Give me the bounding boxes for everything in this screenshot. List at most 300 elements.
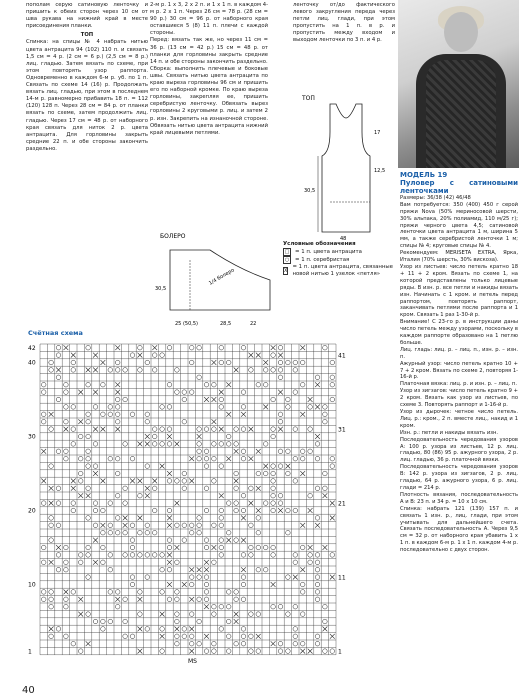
chart-circle-mark: [219, 627, 224, 632]
chart-circle-mark: [286, 575, 291, 580]
chart-circle-mark: [271, 368, 276, 373]
chart-circle-mark: [315, 641, 320, 646]
recommendation: Рекомендуем: MERISETA EXTRA, Ярка, Италия (70% шерсть, 30% вискоза).: [400, 250, 518, 264]
chart-circle-mark: [41, 597, 46, 602]
chart-circle-mark: [308, 449, 313, 454]
chart-circle-mark: [293, 479, 298, 484]
chart-circle-mark: [130, 523, 135, 528]
chart-circle-mark: [64, 604, 69, 609]
chart-circle-mark: [49, 427, 54, 432]
chart-circle-mark: [197, 641, 202, 646]
intro-paragraph: пополам серую сатиновую ленточку и пришить к обеих сторон через 10 см от шва рукава на нижний край в месте присоединения планки.: [26, 2, 148, 30]
svg-text:28,5: 28,5: [220, 321, 232, 327]
svg-text:30,5: 30,5: [155, 286, 167, 292]
chart-circle-mark: [197, 456, 202, 461]
chart-circle-mark: [308, 553, 313, 558]
chart-circle-mark: [167, 508, 172, 513]
chart-circle-mark: [197, 449, 202, 454]
chart-circle-mark: [108, 412, 113, 417]
chart-circle-mark: [204, 382, 209, 387]
chart-circle-mark: [49, 597, 54, 602]
chart-circle-mark: [286, 612, 291, 617]
chart-circle-mark: [138, 553, 143, 558]
chart-circle-mark: [86, 456, 91, 461]
chart-circle-mark: [115, 412, 120, 417]
chart-circle-mark: [189, 390, 194, 395]
chart-circle-mark: [152, 434, 157, 439]
chart-circle-mark: [160, 427, 165, 432]
chart-circle-mark: [115, 471, 120, 476]
model-description: [400, 172, 518, 554]
chart-circle-mark: [115, 368, 120, 373]
chart-circle-mark: [56, 567, 61, 572]
chart-circle-mark: [226, 590, 231, 595]
chart-circle-mark: [175, 634, 180, 639]
chart-circle-mark: [204, 649, 209, 654]
chart-circle-mark: [145, 575, 150, 580]
svg-text:1/4 болеро: 1/4 болеро: [208, 267, 236, 287]
chart-circle-mark: [49, 360, 54, 365]
chart-circle-mark: [315, 486, 320, 491]
chart-circle-mark: [182, 486, 187, 491]
chart-circle-mark: [249, 634, 254, 639]
chart-circle-mark: [204, 538, 209, 543]
chart-circle-mark: [204, 449, 209, 454]
chart-title: Счётная схема: [28, 329, 83, 337]
chart-circle-mark: [49, 604, 54, 609]
chart-circle-mark: [256, 545, 261, 550]
chart-circle-mark: [108, 567, 113, 572]
svg-text:17: 17: [374, 130, 381, 136]
chart-circle-mark: [293, 553, 298, 558]
chart-circle-mark: [189, 612, 194, 617]
chart-row-label: 11: [338, 574, 346, 582]
chart-circle-mark: [315, 456, 320, 461]
chart-circle-mark: [101, 627, 106, 632]
materials: Вам потребуется: 350 (400) 450 г серой пряжи Nova (50% мериносовой шерсти, 30% альпака, 20% полиамид, 110 м/25 г); пряжи черного цвета 4,5; сатиновой ленточки цвета антрацита 1 м, ширина 5 мм, а также серебристой ленточки 1 м; спицы № 4; круговые спицы № 4.: [400, 201, 518, 250]
stitch-eyelet-wrong: Изн. р.: петли и накиды вязать изн.: [400, 429, 499, 436]
chart-circle-mark: [175, 641, 180, 646]
chart-circle-mark: [241, 582, 246, 587]
chart-circle-mark: [93, 464, 98, 469]
chart-circle-mark: [167, 538, 172, 543]
chart-circle-mark: [64, 382, 69, 387]
chart-circle-mark: [71, 501, 76, 506]
chart-circle-mark: [152, 427, 157, 432]
chart-circle-mark: [278, 360, 283, 365]
chart-circle-mark: [293, 456, 298, 461]
chart-circle-mark: [167, 442, 172, 447]
chart-circle-mark: [241, 627, 246, 632]
chart-circle-mark: [145, 360, 150, 365]
chart-circle-mark: [241, 449, 246, 454]
chart-circle-mark: [204, 575, 209, 580]
chart-circle-mark: [56, 501, 61, 506]
chart-circle-mark: [167, 345, 172, 350]
chart-circle-mark: [249, 368, 254, 373]
chart-circle-mark: [271, 471, 276, 476]
chart-circle-mark: [86, 553, 91, 558]
chart-circle-mark: [226, 634, 231, 639]
chart-circle-mark: [204, 582, 209, 587]
chart-circle-mark: [86, 575, 91, 580]
chart-circle-mark: [93, 508, 98, 513]
chart-circle-mark: [167, 405, 172, 410]
chart-circle-mark: [86, 434, 91, 439]
chart-circle-mark: [278, 641, 283, 646]
chart-circle-mark: [249, 612, 254, 617]
svg-text:12,5: 12,5: [374, 168, 386, 174]
chart-circle-mark: [56, 627, 61, 632]
chart-circle-mark: [115, 604, 120, 609]
chart-circle-mark: [226, 501, 231, 506]
chart-circle-mark: [234, 471, 239, 476]
chart-circle-mark: [64, 405, 69, 410]
chart-circle-mark: [271, 501, 276, 506]
chart-circle-mark: [86, 464, 91, 469]
pattern-leaves: Узор из листьев: число петель кратно 18 + 11 + 2 кром. Вязать по схеме 1, на которой представлены только лицевые ряды. В изн. р. все петли и накиды вязать изн. Начинать с 1 кром. и петель перед раппортом, повторять раппорт, заканчивать петлями после раппорта и 1 кром. Связать 1 раз 1-30-й р.: [400, 263, 518, 319]
chart-circle-mark: [226, 434, 231, 439]
chart-circle-mark: [182, 538, 187, 543]
chart-circle-mark: [56, 486, 61, 491]
chart-circle-mark: [241, 456, 246, 461]
chart-circle-mark: [182, 627, 187, 632]
chart-circle-mark: [197, 345, 202, 350]
chart-circle-mark: [293, 368, 298, 373]
chart-circle-mark: [226, 442, 231, 447]
chart-circle-mark: [145, 553, 150, 558]
chart-circle-mark: [64, 545, 69, 550]
chart-circle-mark: [286, 508, 291, 513]
stitch-eyelet: Узор из дырочек: четное число петель. Лиц. р.: кром., 2 п. вместе лиц., накид и 1 кром.: [400, 409, 518, 429]
top-heading: ТОП: [80, 32, 94, 39]
chart-circle-mark: [212, 479, 217, 484]
chart-circle-mark: [41, 560, 46, 565]
chart-circle-mark: [123, 368, 128, 373]
model-photo: [398, 0, 519, 168]
chart-circle-mark: [315, 634, 320, 639]
chart-circle-mark: [286, 530, 291, 535]
chart-circle-mark: [241, 597, 246, 602]
chart-circle-mark: [123, 619, 128, 624]
chart-circle-mark: [219, 360, 224, 365]
chart-circle-mark: [160, 353, 165, 358]
chart-circle-mark: [278, 368, 283, 373]
chart-circle-mark: [101, 530, 106, 535]
chart-circle-mark: [315, 375, 320, 380]
chart-circle-mark: [108, 405, 113, 410]
chart-circle-mark: [123, 553, 128, 558]
chart-circle-mark: [115, 397, 120, 402]
chart-circle-mark: [130, 545, 135, 550]
chart-circle-mark: [101, 412, 106, 417]
chart-circle-mark: [212, 649, 217, 654]
chart-circle-mark: [175, 590, 180, 595]
chart-circle-mark: [71, 590, 76, 595]
chart-circle-mark: [182, 419, 187, 424]
chart-circle-mark: [56, 375, 61, 380]
chart-circle-mark: [219, 523, 224, 528]
chart-circle-mark: [212, 604, 217, 609]
chart-circle-mark: [86, 516, 91, 521]
chart-circle-mark: [56, 397, 61, 402]
chart-circle-mark: [78, 479, 83, 484]
chart-circle-mark: [41, 390, 46, 395]
legend: [283, 241, 393, 278]
chart-circle-mark: [160, 627, 165, 632]
bolero-schematic: [150, 230, 280, 335]
chart-circle-mark: [234, 597, 239, 602]
chart-circle-mark: [308, 427, 313, 432]
stitch-zigzag: Узор из зигзагов: число петель кратно 9 + 2 кром. Вязать как узор из листьев, по схеме 3. Повторять раппорт и 1-16-й р.: [400, 388, 518, 409]
chart-circle-mark: [278, 649, 283, 654]
chart-circle-mark: [212, 382, 217, 387]
chart-circle-mark: [86, 486, 91, 491]
chart-circle-mark: [197, 516, 202, 521]
chart-circle-mark: [293, 427, 298, 432]
chart-circle-mark: [41, 412, 46, 417]
chart-circle-mark: [64, 390, 69, 395]
chart-circle-mark: [315, 442, 320, 447]
chart-row-label: 10: [28, 581, 36, 589]
chart-circle-mark: [189, 641, 194, 646]
chart-circle-mark: [160, 442, 165, 447]
chart-circle-mark: [152, 486, 157, 491]
chart-circle-mark: [71, 641, 76, 646]
chart-row-label: 42: [28, 344, 36, 352]
chart-circle-mark: [330, 464, 335, 469]
column-1: [26, 2, 148, 153]
chart-circle-mark: [145, 464, 150, 469]
chart-circle-mark: [130, 582, 135, 587]
chart-circle-mark: [138, 368, 143, 373]
chart-circle-mark: [249, 486, 254, 491]
chart-circle-mark: [330, 375, 335, 380]
chart-circle-mark: [49, 634, 54, 639]
chart-circle-mark: [86, 449, 91, 454]
chart-circle-mark: [182, 390, 187, 395]
chart-circle-mark: [152, 353, 157, 358]
chart-circle-mark: [138, 493, 143, 498]
chart-circle-mark: [271, 508, 276, 513]
chart-circle-mark: [197, 597, 202, 602]
chart-circle-mark: [78, 471, 83, 476]
chart-circle-mark: [182, 479, 187, 484]
chart-circle-mark: [160, 567, 165, 572]
chart-circle-mark: [271, 604, 276, 609]
chart-circle-mark: [175, 368, 180, 373]
chart-circle-mark: [175, 390, 180, 395]
chart-circle-mark: [323, 345, 328, 350]
chart-circle-mark: [293, 390, 298, 395]
svg-text:22: 22: [250, 321, 257, 327]
chart-circle-mark: [315, 553, 320, 558]
chart-circle-mark: [293, 508, 298, 513]
chart-circle-mark: [241, 575, 246, 580]
chart-circle-mark: [115, 516, 120, 521]
chart-circle-mark: [130, 456, 135, 461]
chart-circle-mark: [71, 368, 76, 373]
chart-circle-mark: [182, 397, 187, 402]
chart-circle-mark: [197, 530, 202, 535]
chart-circle-mark: [241, 493, 246, 498]
chart-circle-mark: [115, 456, 120, 461]
chart-circle-mark: [64, 597, 69, 602]
chart-circle-mark: [249, 523, 254, 528]
chart-circle-mark: [212, 456, 217, 461]
chart-circle-mark: [234, 641, 239, 646]
chart-circle-mark: [271, 434, 276, 439]
chart-circle-mark: [219, 442, 224, 447]
chart-circle-mark: [123, 634, 128, 639]
chart-circle-mark: [271, 427, 276, 432]
chart-circle-mark: [226, 619, 231, 624]
ms-label: MS: [188, 657, 197, 664]
chart-circle-mark: [256, 516, 261, 521]
sequence-b: Последовательность чередования узоров В: 142 р. узора из зигзагов, 2 р. лиц. гладью, 64 р. ажурного узора, 6 р. лиц. глади = 214 р.: [400, 464, 518, 491]
chart-circle-mark: [249, 553, 254, 558]
chart-circle-mark: [219, 538, 224, 543]
stitch-garter: Платочная вязка: лиц. р. и изн. р. – лиц. п.: [400, 381, 517, 388]
chart-circle-mark: [271, 545, 276, 550]
chart-circle-mark: [49, 368, 54, 373]
square-icon: □: [284, 249, 290, 255]
chart-circle-mark: [249, 545, 254, 550]
chart-circle-mark: [175, 479, 180, 484]
chart-circle-mark: [226, 649, 231, 654]
chart-circle-mark: [300, 612, 305, 617]
chart-circle-mark: [130, 553, 135, 558]
chart-circle-mark: [130, 634, 135, 639]
chart-circle-mark: [271, 486, 276, 491]
chart-circle-mark: [219, 397, 224, 402]
chart-circle-mark: [286, 649, 291, 654]
chart-circle-mark: [256, 382, 261, 387]
chart-circle-mark: [323, 619, 328, 624]
assembly-instructions: Сборка: выполнить плечевые и боковые швы. Связать нитью цвета антрацита по краю выреза горловины 96 см и пришить его по наборной кромке. По краю выреза горловины, закрепляя ее, пришить серебристую ленточку. Обвязать вырез горловины 2 круговыми р. лиц. и затем 2 р. изн. Закрепить на изнаночной стороне. Обвязать нитью цвета антрацита нижний край лицевыми петлями.: [150, 65, 268, 136]
chart-circle-mark: [86, 382, 91, 387]
chart-circle-mark: [271, 553, 276, 558]
chart-circle-mark: [263, 382, 268, 387]
svg-text:48: 48: [340, 236, 347, 242]
chart-circle-mark: [78, 649, 83, 654]
chart-circle-mark: [278, 493, 283, 498]
chart-circle-mark: [323, 405, 328, 410]
chart-circle-mark: [234, 590, 239, 595]
chart-circle-mark: [330, 649, 335, 654]
chart-circle-mark: [130, 575, 135, 580]
chart-circle-mark: [300, 641, 305, 646]
chart-circle-mark: [204, 508, 209, 513]
chart-circle-mark: [330, 360, 335, 365]
chart-circle-mark: [219, 508, 224, 513]
chart-circle-mark: [56, 553, 61, 558]
chart-circle-mark: [286, 471, 291, 476]
chart-circle-mark: [219, 604, 224, 609]
chart-circle-mark: [182, 471, 187, 476]
chart-circle-mark: [212, 560, 217, 565]
chart-circle-mark: [278, 501, 283, 506]
chart-circle-mark: [308, 493, 313, 498]
chart-circle-mark: [175, 560, 180, 565]
chart-circle-mark: [315, 575, 320, 580]
chart-circle-mark: [256, 649, 261, 654]
svg-text:30,5: 30,5: [304, 188, 316, 194]
back-model: Спинка: набрать 121 (139) 157 п. и связать 1 изн. р., лиц. глади, при этом учитывать для дальнейшего счета. Связать последовательность А. Через 9,5 см = 32 р. от наборного края убавить 1 х 1 п. в каждом 6-м р. 1 х 1 п. каждом 4-м р. последовательно с двух сторон.: [400, 505, 518, 554]
chart-circle-mark: [219, 464, 224, 469]
chart-circle-mark: [145, 419, 150, 424]
chart-circle-mark: [263, 368, 268, 373]
bolero-label: БОЛЕРО: [160, 233, 186, 240]
chart-circle-mark: [197, 575, 202, 580]
chart-circle-mark: [108, 501, 113, 506]
chart-circle-mark: [160, 405, 165, 410]
chart-circle-mark: [197, 427, 202, 432]
chart-circle-mark: [293, 604, 298, 609]
chart-circle-mark: [93, 442, 98, 447]
chart-circle-mark: [182, 634, 187, 639]
chart-circle-mark: [175, 612, 180, 617]
chart-circle-mark: [93, 501, 98, 506]
chart-circle-mark: [41, 382, 46, 387]
chart-circle-mark: [93, 523, 98, 528]
chart-circle-mark: [278, 449, 283, 454]
chart-circle-mark: [278, 464, 283, 469]
sizes: Размеры: 36/38 (42) 46/48: [400, 194, 471, 201]
legend-item: ○ = 1 п. серебристая: [284, 256, 350, 263]
chart-circle-mark: [197, 442, 202, 447]
chart-circle-mark: [56, 523, 61, 528]
chart-circle-mark: [189, 345, 194, 350]
chart-circle-mark: [256, 612, 261, 617]
page-number: 40: [22, 685, 35, 696]
chart-circle-mark: [286, 405, 291, 410]
chart-circle-mark: [138, 590, 143, 595]
chart-circle-mark: [263, 442, 268, 447]
chart-circle-mark: [219, 553, 224, 558]
chart-circle-mark: [175, 619, 180, 624]
chart-circle-mark: [167, 567, 172, 572]
chart-circle-mark: [204, 427, 209, 432]
chart-circle-mark: [101, 382, 106, 387]
chart-circle-mark: [241, 390, 246, 395]
chart-circle-mark: [263, 567, 268, 572]
chart-circle-mark: [256, 567, 261, 572]
chart-circle-mark: [300, 456, 305, 461]
chart-row-label: 30: [28, 433, 36, 441]
chart-circle-mark: [167, 479, 172, 484]
model-number: МОДЕЛЬ 19: [400, 171, 448, 179]
chart-circle-mark: [315, 582, 320, 587]
chart-circle-mark: [226, 530, 231, 535]
chart-circle-mark: [212, 641, 217, 646]
sequence-a: Последовательность чередования узоров А: 100 р. узора из листьев, 12 р. лиц. гладью, 80 (86) 95 р. ажурного узора, 2 р. лиц. гладью, 36 р. платочной вязки.: [400, 436, 518, 464]
chart-circle-mark: [41, 419, 46, 424]
chart-circle-mark: [204, 486, 209, 491]
chart-circle-mark: [212, 442, 217, 447]
svg-text:25 (50,5): 25 (50,5): [175, 321, 198, 327]
chart-circle-mark: [86, 412, 91, 417]
stitch-stockinette: Лиц. гладь: лиц. р. – лиц. п., изн. р. – изн. п.: [400, 346, 518, 360]
chart-circle-mark: [101, 545, 106, 550]
chart-circle-mark: [160, 590, 165, 595]
chart-circle-mark: [160, 553, 165, 558]
chart-row-label: 1: [28, 648, 32, 656]
chart-circle-mark: [49, 523, 54, 528]
chart-circle-mark: [145, 627, 150, 632]
chart-circle-mark: [219, 545, 224, 550]
chart-circle-mark: [278, 604, 283, 609]
